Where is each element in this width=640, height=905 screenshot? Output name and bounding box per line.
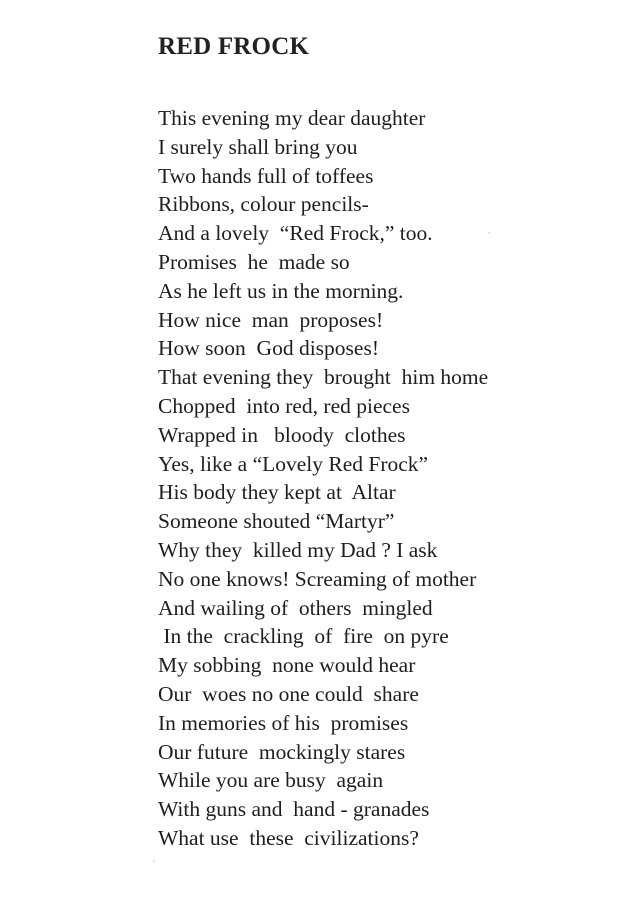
poem-line: And wailing of others mingled <box>158 595 433 620</box>
scan-speck <box>153 860 155 862</box>
poem-line: Our future mockingly stares <box>158 739 406 764</box>
scan-speck <box>488 232 490 234</box>
poem-line: My sobbing none would hear <box>158 653 416 678</box>
poem-line: Someone shouted “Martyr” <box>158 509 395 534</box>
poem-line: Why they killed my Dad ? I ask <box>158 537 438 562</box>
poem-line: What use these civilizations? <box>158 825 419 850</box>
poem-line: Promises he made so <box>158 249 350 274</box>
poem-line: Two hands full of toffees <box>158 163 374 188</box>
poem-line: Our woes no one could share <box>158 681 419 706</box>
poem-line: This evening my dear daughter <box>158 106 426 130</box>
poem-line: His body they kept at Altar <box>158 480 396 505</box>
poem-line: Chopped into red, red pieces <box>158 393 410 418</box>
poem-line: Wrapped in bloody clothes <box>158 422 406 447</box>
poem-body <box>158 104 488 853</box>
poem-title: RED FROCK <box>158 33 310 60</box>
poem-line: Yes, like a “Lovely Red Frock” <box>158 451 429 476</box>
poem-line: While you are busy again <box>158 768 384 793</box>
poem-line: With guns and hand - granades <box>158 797 430 822</box>
poem-line: No one knows! Screaming of mother <box>158 566 477 591</box>
poem-line: As he left us in the morning. <box>158 278 404 303</box>
poem-line: That evening they brought him home <box>158 365 489 390</box>
poem-line: And a lovely “Red Frock,” too. <box>158 221 433 246</box>
poem-line: In memories of his promises <box>158 710 409 735</box>
poem-line: I surely shall bring you <box>158 134 358 159</box>
poem-line: Ribbons, colour pencils- <box>158 192 369 217</box>
poem-line: In the crackling of fire on pyre <box>158 624 449 649</box>
poem-line: How nice man proposes! <box>158 307 384 332</box>
poem-line: How soon God disposes! <box>158 336 379 361</box>
